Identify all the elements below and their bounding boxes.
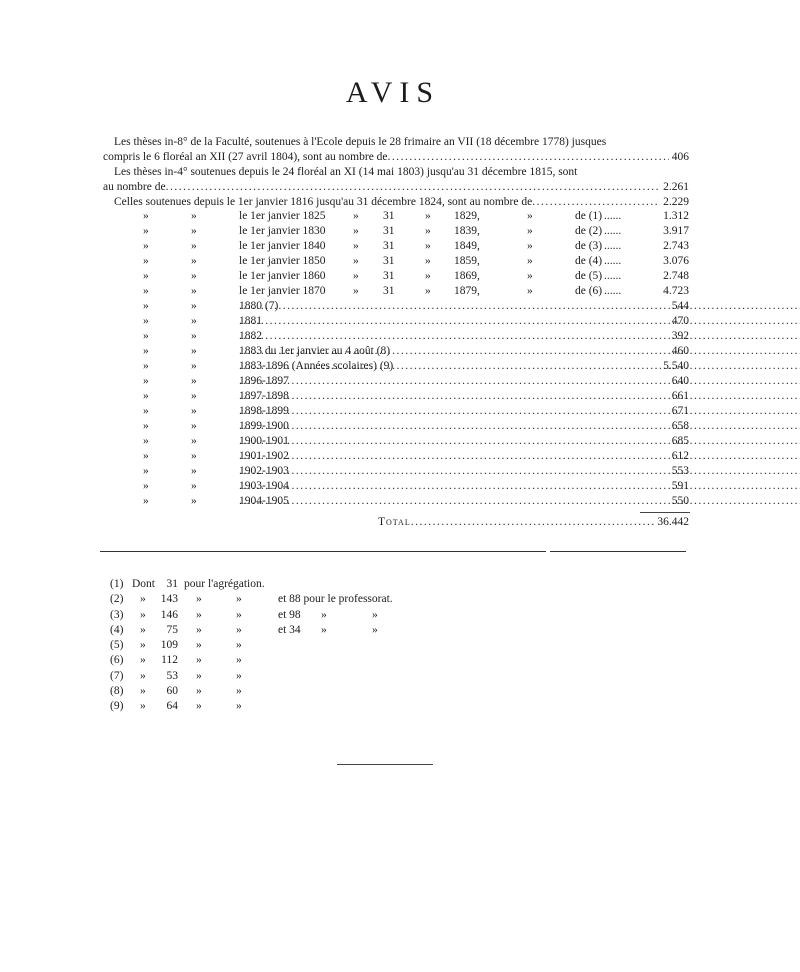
footnote-extra: et 88 pour le professorat. bbox=[278, 593, 393, 606]
row-end-year: 1869, bbox=[454, 270, 480, 282]
ditto-mark: » bbox=[191, 345, 197, 357]
row-value: 553 bbox=[671, 465, 689, 477]
dot-leader bbox=[411, 516, 655, 528]
row-day: 31 bbox=[383, 225, 395, 237]
row-note-ref: de (2) bbox=[575, 225, 603, 237]
row-value: 3.917 bbox=[663, 225, 689, 237]
ditto-mark: » bbox=[143, 255, 149, 267]
row-value: 640 bbox=[671, 375, 689, 387]
dot-leader bbox=[239, 404, 800, 419]
dot-leader bbox=[239, 344, 800, 359]
ditto-mark: » bbox=[236, 593, 242, 606]
footnote-text: Dont bbox=[132, 578, 155, 590]
table-row bbox=[103, 209, 689, 224]
row-date: le 1er janvier 1840 bbox=[239, 240, 326, 252]
intro-line-3: Les thèses in-4° soutenues depuis le 24 floréal an XI (14 mai 1803) jusqu'au 31 décembre 1815, sont bbox=[114, 166, 578, 178]
dot-leader bbox=[239, 314, 800, 329]
ditto-mark: » bbox=[191, 255, 197, 267]
ditto-mark: » bbox=[143, 360, 149, 372]
footnote-number: (5) bbox=[110, 639, 124, 652]
row-label-text: 1883 du 1er janvier au 4 août (8) bbox=[239, 345, 391, 357]
ditto-mark: » bbox=[196, 654, 202, 667]
row-note-ref: de (6) bbox=[575, 285, 603, 297]
ditto-mark: » bbox=[196, 639, 202, 652]
row-date: le 1er janvier 1870 bbox=[239, 285, 326, 297]
row-label-text: 1881 bbox=[239, 315, 262, 327]
ditto-mark: » bbox=[236, 669, 242, 682]
ditto-mark: » bbox=[372, 608, 378, 621]
row-value: 3.076 bbox=[663, 255, 689, 267]
dot-leader bbox=[239, 359, 800, 374]
row-value: 591 bbox=[671, 480, 689, 492]
ditto-mark: » bbox=[140, 639, 146, 652]
footnote-number: (3) bbox=[110, 608, 124, 621]
footnote-count: 143 bbox=[160, 593, 178, 606]
row-date: le 1er janvier 1830 bbox=[239, 225, 326, 237]
ditto-mark: » bbox=[196, 608, 202, 621]
intro-line-4 bbox=[103, 180, 689, 195]
row-date: le 1er janvier 1860 bbox=[239, 270, 326, 282]
ditto-mark: » bbox=[191, 420, 197, 432]
footnote-number: (7) bbox=[110, 669, 124, 682]
dot-leader: ...... bbox=[604, 285, 622, 297]
ditto-mark: » bbox=[236, 700, 242, 713]
ditto-mark: » bbox=[191, 495, 197, 507]
ditto-mark: » bbox=[140, 700, 146, 713]
ditto-mark: » bbox=[140, 669, 146, 682]
ditto-mark: » bbox=[353, 255, 359, 267]
row-note-ref: de (3) bbox=[575, 240, 603, 252]
dot-leader bbox=[239, 329, 800, 344]
dot-leader bbox=[239, 374, 800, 389]
row-label-text: 1902-1903 bbox=[239, 465, 289, 477]
ditto-mark: » bbox=[527, 210, 533, 222]
row-label-text: 1899-1900 bbox=[239, 420, 289, 432]
ditto-mark: » bbox=[425, 270, 431, 282]
row-note-ref: de (4) bbox=[575, 255, 603, 267]
ditto-mark: » bbox=[143, 480, 149, 492]
ditto-mark: » bbox=[353, 240, 359, 252]
row-label-text: 1898-1899 bbox=[239, 405, 289, 417]
row-value: 550 bbox=[671, 495, 689, 507]
row-value: 392 bbox=[671, 330, 689, 342]
row-date: le 1er janvier 1850 bbox=[239, 255, 326, 267]
row-note-ref: de (5) bbox=[575, 270, 603, 282]
footnote-count: 109 bbox=[160, 639, 178, 652]
footnote-number: (2) bbox=[110, 593, 124, 606]
ditto-mark: » bbox=[425, 225, 431, 237]
intro-line-4-text: au nombre de bbox=[103, 181, 166, 193]
ditto-mark: » bbox=[372, 623, 378, 636]
total-label: Total bbox=[378, 516, 411, 528]
ditto-mark: » bbox=[196, 623, 202, 636]
ditto-mark: » bbox=[321, 623, 327, 636]
row-value: 544 bbox=[671, 300, 689, 312]
footnote-number: (9) bbox=[110, 700, 124, 713]
intro-in8 bbox=[103, 135, 689, 165]
ditto-mark: » bbox=[143, 390, 149, 402]
row-label-text: 1903-1904 bbox=[239, 480, 289, 492]
ditto-mark: » bbox=[143, 420, 149, 432]
ditto-mark: » bbox=[143, 375, 149, 387]
ditto-mark: » bbox=[191, 360, 197, 372]
total-row bbox=[378, 516, 689, 528]
table-row bbox=[103, 434, 689, 449]
dot-leader: ...... bbox=[604, 270, 622, 282]
ditto-mark: » bbox=[425, 255, 431, 267]
dot-leader bbox=[239, 479, 800, 494]
row-label-text: 1896-1897 bbox=[239, 375, 289, 387]
ditto-mark: » bbox=[191, 405, 197, 417]
intro-line-5-text: Celles soutenues depuis le 1er janvier 1816 jusqu'au 31 décembre 1824, sont au nombre de bbox=[114, 196, 533, 208]
table-row bbox=[103, 299, 689, 314]
footnote-extra: et 98 bbox=[278, 608, 301, 621]
ditto-mark: » bbox=[140, 654, 146, 667]
dot-leader bbox=[239, 419, 800, 434]
ditto-mark: » bbox=[191, 450, 197, 462]
intro-line-1: Les thèses in-8° de la Faculté, soutenues à l'Ecole depuis le 28 frimaire an VII (18 décembre 1778) jusques bbox=[114, 136, 607, 148]
page-title: AVIS bbox=[345, 76, 441, 109]
footnote-count: 75 bbox=[166, 623, 178, 636]
ditto-mark: » bbox=[191, 240, 197, 252]
row-value: 685 bbox=[671, 435, 689, 447]
footnote-number: (8) bbox=[110, 685, 124, 698]
ditto-mark: » bbox=[353, 225, 359, 237]
intro-line-2-text: compris le 6 floréal an XII (27 avril 1804), sont au nombre de bbox=[103, 151, 388, 163]
intro-line-5 bbox=[103, 195, 689, 210]
footnote-number: (6) bbox=[110, 654, 124, 667]
table-row bbox=[103, 269, 689, 284]
ditto-mark: » bbox=[236, 654, 242, 667]
intro-value-3: 2.229 bbox=[663, 196, 689, 208]
table-row bbox=[103, 419, 689, 434]
row-end-year: 1879, bbox=[454, 285, 480, 297]
ditto-mark: » bbox=[527, 285, 533, 297]
ditto-mark: » bbox=[191, 210, 197, 222]
table-row bbox=[103, 449, 689, 464]
ditto-mark: » bbox=[191, 315, 197, 327]
row-day: 31 bbox=[383, 210, 395, 222]
row-label-text: 1882 bbox=[239, 330, 262, 342]
ditto-mark: » bbox=[196, 593, 202, 606]
ditto-mark: » bbox=[191, 435, 197, 447]
table-row bbox=[103, 224, 689, 239]
table-row bbox=[103, 284, 689, 299]
separator-line bbox=[100, 551, 546, 552]
ditto-mark: » bbox=[143, 450, 149, 462]
row-label-text: 1880 (7) bbox=[239, 300, 279, 312]
dot-leader: ...... bbox=[604, 210, 622, 222]
intro-value-1: 406 bbox=[671, 151, 689, 163]
table-row bbox=[103, 374, 689, 389]
ditto-mark: » bbox=[425, 210, 431, 222]
table-row bbox=[103, 314, 689, 329]
table-row bbox=[103, 359, 689, 374]
footnote-count: 64 bbox=[166, 700, 178, 713]
ditto-mark: » bbox=[143, 495, 149, 507]
end-rule bbox=[337, 764, 433, 765]
row-day: 31 bbox=[383, 240, 395, 252]
ditto-mark: » bbox=[236, 685, 242, 698]
table-row bbox=[103, 389, 689, 404]
ditto-mark: » bbox=[191, 300, 197, 312]
intro-1816 bbox=[103, 195, 689, 210]
dot-leader bbox=[166, 180, 661, 195]
total-value: 36.442 bbox=[657, 516, 689, 528]
row-end-year: 1849, bbox=[454, 240, 480, 252]
ditto-mark: » bbox=[143, 210, 149, 222]
row-end-year: 1859, bbox=[454, 255, 480, 267]
dot-leader bbox=[239, 449, 800, 464]
ditto-mark: » bbox=[143, 405, 149, 417]
ditto-mark: » bbox=[191, 480, 197, 492]
footnote-extra: et 34 bbox=[278, 623, 301, 636]
row-value: 661 bbox=[671, 390, 689, 402]
intro-in4 bbox=[103, 165, 689, 195]
ditto-mark: » bbox=[196, 669, 202, 682]
table-row bbox=[103, 479, 689, 494]
row-end-year: 1839, bbox=[454, 225, 480, 237]
intro-value-2: 2.261 bbox=[663, 181, 689, 193]
table-row bbox=[103, 344, 689, 359]
footnote-count: 146 bbox=[160, 608, 178, 621]
ditto-mark: » bbox=[527, 240, 533, 252]
footnote-count: 53 bbox=[166, 669, 178, 682]
ditto-mark: » bbox=[140, 608, 146, 621]
dot-leader bbox=[239, 464, 800, 479]
ditto-mark: » bbox=[236, 608, 242, 621]
ditto-mark: » bbox=[196, 700, 202, 713]
row-value: 4.723 bbox=[663, 285, 689, 297]
ditto-mark: » bbox=[140, 593, 146, 606]
ditto-mark: » bbox=[191, 285, 197, 297]
ditto-mark: » bbox=[143, 330, 149, 342]
ditto-mark: » bbox=[191, 330, 197, 342]
ditto-mark: » bbox=[143, 225, 149, 237]
dot-leader bbox=[239, 494, 800, 509]
ditto-mark: » bbox=[353, 270, 359, 282]
ditto-mark: » bbox=[143, 240, 149, 252]
row-value: 612 bbox=[671, 450, 689, 462]
dot-leader: ...... bbox=[604, 255, 622, 267]
row-date: le 1er janvier 1825 bbox=[239, 210, 326, 222]
ditto-mark: » bbox=[191, 270, 197, 282]
dot-leader bbox=[239, 389, 800, 404]
footnote-count: 31 bbox=[166, 578, 178, 590]
ditto-mark: » bbox=[191, 225, 197, 237]
table-row bbox=[103, 494, 689, 509]
ditto-mark: » bbox=[527, 225, 533, 237]
separator-line bbox=[550, 551, 686, 552]
table-row bbox=[103, 464, 689, 479]
row-value: 470 bbox=[671, 315, 689, 327]
ditto-mark: » bbox=[143, 465, 149, 477]
row-label-text: 1900-1901 bbox=[239, 435, 289, 447]
table-row bbox=[103, 254, 689, 269]
row-day: 31 bbox=[383, 255, 395, 267]
ditto-mark: » bbox=[140, 685, 146, 698]
ditto-mark: » bbox=[191, 390, 197, 402]
row-label-text: 1897-1898 bbox=[239, 390, 289, 402]
dot-leader bbox=[239, 434, 800, 449]
row-value: 2.743 bbox=[663, 240, 689, 252]
row-value: 1.312 bbox=[663, 210, 689, 222]
row-day: 31 bbox=[383, 270, 395, 282]
ditto-mark: » bbox=[425, 240, 431, 252]
ditto-mark: » bbox=[191, 375, 197, 387]
row-end-year: 1829, bbox=[454, 210, 480, 222]
ditto-mark: » bbox=[143, 285, 149, 297]
intro-line-2 bbox=[103, 150, 689, 165]
row-value: 5.540 bbox=[663, 360, 689, 372]
footnote-count: 112 bbox=[161, 654, 178, 667]
row-note-ref: de (1) bbox=[575, 210, 603, 222]
ditto-mark: » bbox=[236, 639, 242, 652]
row-label-text: 1901-1902 bbox=[239, 450, 289, 462]
ditto-mark: » bbox=[321, 608, 327, 621]
row-label-text: 1883-1896 (Années scolaires) (9) bbox=[239, 360, 394, 372]
thesis-count-table bbox=[103, 209, 689, 509]
ditto-mark: » bbox=[143, 315, 149, 327]
ditto-mark: » bbox=[425, 285, 431, 297]
ditto-mark: » bbox=[191, 465, 197, 477]
ditto-mark: » bbox=[143, 345, 149, 357]
table-row bbox=[103, 404, 689, 419]
ditto-mark: » bbox=[143, 270, 149, 282]
row-value: 460 bbox=[671, 345, 689, 357]
ditto-mark: » bbox=[140, 623, 146, 636]
row-value: 658 bbox=[671, 420, 689, 432]
row-value: 671 bbox=[671, 405, 689, 417]
dot-leader: ...... bbox=[604, 240, 622, 252]
ditto-mark: » bbox=[143, 300, 149, 312]
ditto-mark: » bbox=[527, 255, 533, 267]
ditto-mark: » bbox=[196, 685, 202, 698]
dot-leader bbox=[532, 195, 660, 210]
row-day: 31 bbox=[383, 285, 395, 297]
total-rule bbox=[640, 512, 690, 513]
ditto-mark: » bbox=[353, 285, 359, 297]
dot-leader bbox=[388, 150, 669, 165]
footnote-pour: pour l'agrégation. bbox=[184, 578, 265, 590]
ditto-mark: » bbox=[236, 623, 242, 636]
dot-leader: ...... bbox=[604, 225, 622, 237]
footnote-count: 60 bbox=[166, 685, 178, 698]
dot-leader bbox=[239, 299, 800, 314]
ditto-mark: » bbox=[353, 210, 359, 222]
ditto-mark: » bbox=[527, 270, 533, 282]
row-value: 2.748 bbox=[663, 270, 689, 282]
table-row bbox=[103, 239, 689, 254]
footnote-number: (4) bbox=[110, 623, 124, 636]
footnote-number: (1) bbox=[110, 578, 124, 590]
row-label-text: 1904-1905 bbox=[239, 495, 289, 507]
ditto-mark: » bbox=[143, 435, 149, 447]
table-row bbox=[103, 329, 689, 344]
